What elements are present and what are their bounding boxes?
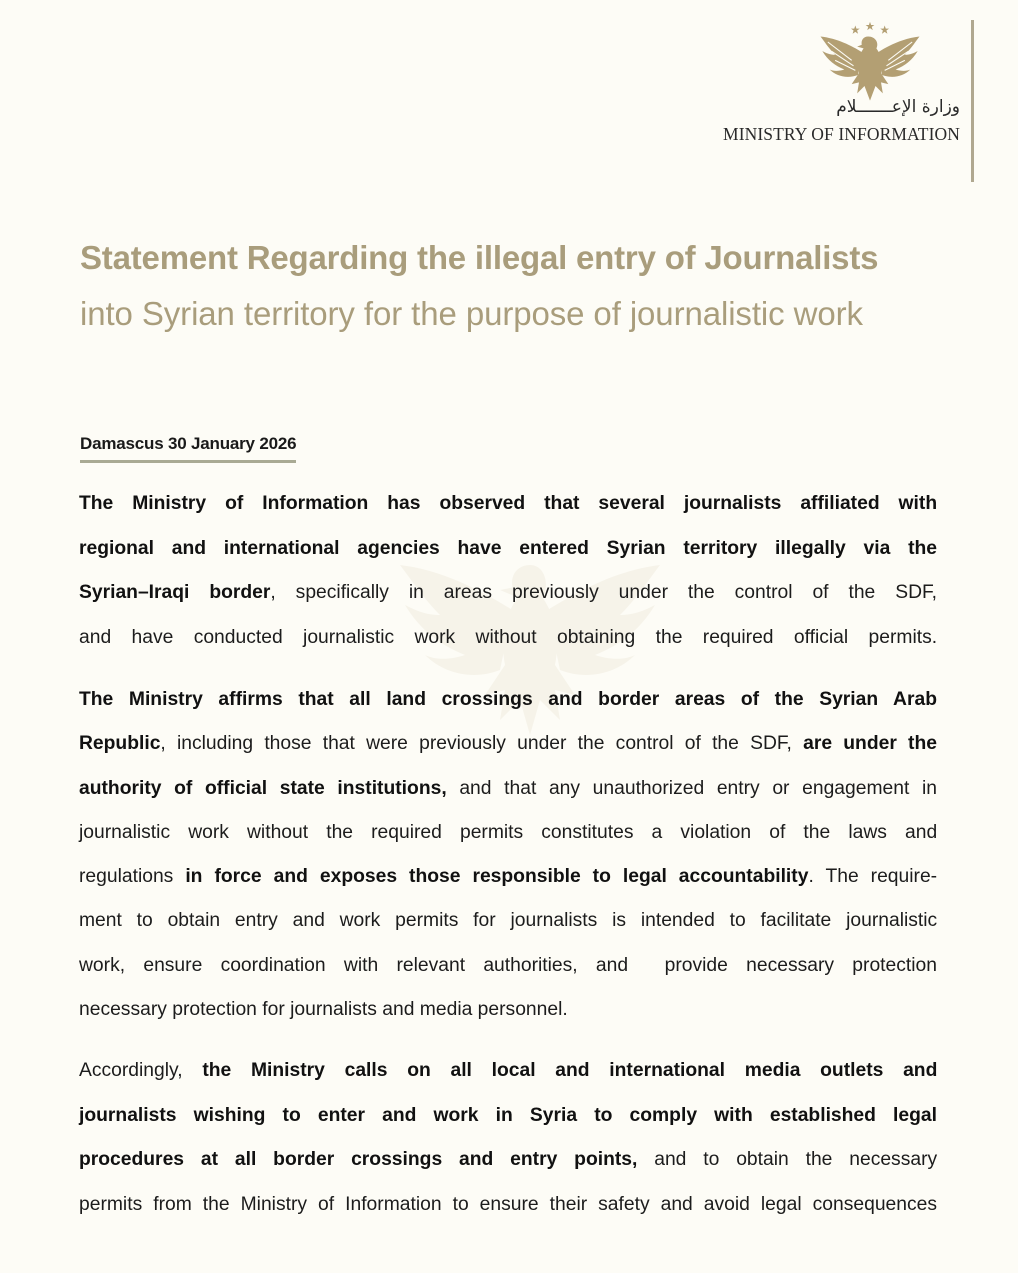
regular-text: ment to obtain entry and work permits for journalists is intended to facilitate journalistic — [79, 910, 938, 932]
regular-text: . The require- — [808, 866, 938, 888]
regular-text: and have conducted journalistic work without obtaining the required official permits. — [79, 626, 938, 648]
bold-text: authority of official state institutions, — [79, 777, 447, 799]
paragraph-observation — [79, 482, 937, 660]
text-line — [79, 482, 937, 527]
title-line-2: into Syrian territory for the purpose of journalistic work — [80, 295, 863, 332]
text-line — [79, 988, 937, 1032]
text-line — [79, 811, 937, 855]
regular-text: journalistic work without the required permits constitutes a violation of the laws and — [79, 821, 938, 843]
bold-text: regional and international agencies have entered Syrian territory illegally via the — [79, 537, 938, 559]
ministry-name-english: MINISTRY OF INFORMATION — [723, 124, 960, 144]
bold-text: are under the — [803, 733, 937, 755]
star-icon — [880, 26, 889, 34]
bold-text: journalists wishing to enter and work in Syria to comply with established legal — [79, 1104, 937, 1126]
text-line — [79, 1094, 937, 1139]
ministry-name-arabic: وزارة الإعـــــــلام — [836, 97, 960, 117]
text-line — [79, 616, 937, 661]
star-icon — [851, 26, 860, 34]
star-icon — [866, 22, 875, 30]
regular-text: permits from the Ministry of Information to ensure their safety and avoid legal consequences — [79, 1193, 937, 1215]
text-line — [79, 855, 937, 899]
regular-text: Accordingly, — [79, 1060, 203, 1081]
bold-text: in force and exposes those responsible to legal accountability — [185, 866, 809, 888]
bold-text: procedures at all border crossings and entry points, — [79, 1149, 638, 1171]
text-line — [79, 899, 937, 943]
regular-text: , including those that were previously under the control of the SDF, — [160, 733, 804, 755]
eagle-emblem-icon — [815, 20, 925, 108]
ministry-logo — [700, 20, 960, 150]
bold-text: Republic — [79, 733, 161, 755]
paragraph-affirmation — [79, 678, 937, 1032]
text-line — [79, 767, 937, 811]
bold-text: Syrian–Iraqi border — [79, 582, 271, 604]
title-line-1: Statement Regarding the illegal entry of Journalists — [80, 239, 879, 276]
text-line — [79, 571, 937, 616]
bold-text: The Ministry of Information has observed that several journalists affiliated with — [79, 493, 938, 514]
header-divider — [971, 20, 974, 182]
regular-text: and that any unauthorized entry or engagement in — [446, 777, 937, 799]
text-line — [79, 1138, 937, 1183]
text-line — [79, 944, 937, 988]
dateline: Damascus 30 January 2026 — [80, 434, 296, 463]
regular-text: , specifically in areas previously under the control of the SDF, — [270, 582, 937, 604]
regular-text: regulations — [79, 866, 186, 888]
regular-text: work, ensure coordination with relevant authorities, and provide necessary protection — [79, 954, 937, 976]
text-line — [79, 1183, 937, 1228]
bold-text: the Ministry calls on all local and international media outlets and — [202, 1060, 938, 1081]
paragraph-call-to-comply — [79, 1049, 937, 1227]
text-line — [79, 527, 937, 572]
bold-text: The Ministry affirms that all land crossings and border areas of the Syrian Arab — [79, 689, 937, 710]
statement-title — [80, 236, 940, 336]
text-line — [79, 722, 937, 766]
regular-text: necessary protection for journalists and media personnel. — [79, 999, 568, 1021]
text-line — [79, 1049, 937, 1094]
regular-text: and to obtain the necessary — [637, 1149, 938, 1171]
text-line — [79, 678, 937, 722]
